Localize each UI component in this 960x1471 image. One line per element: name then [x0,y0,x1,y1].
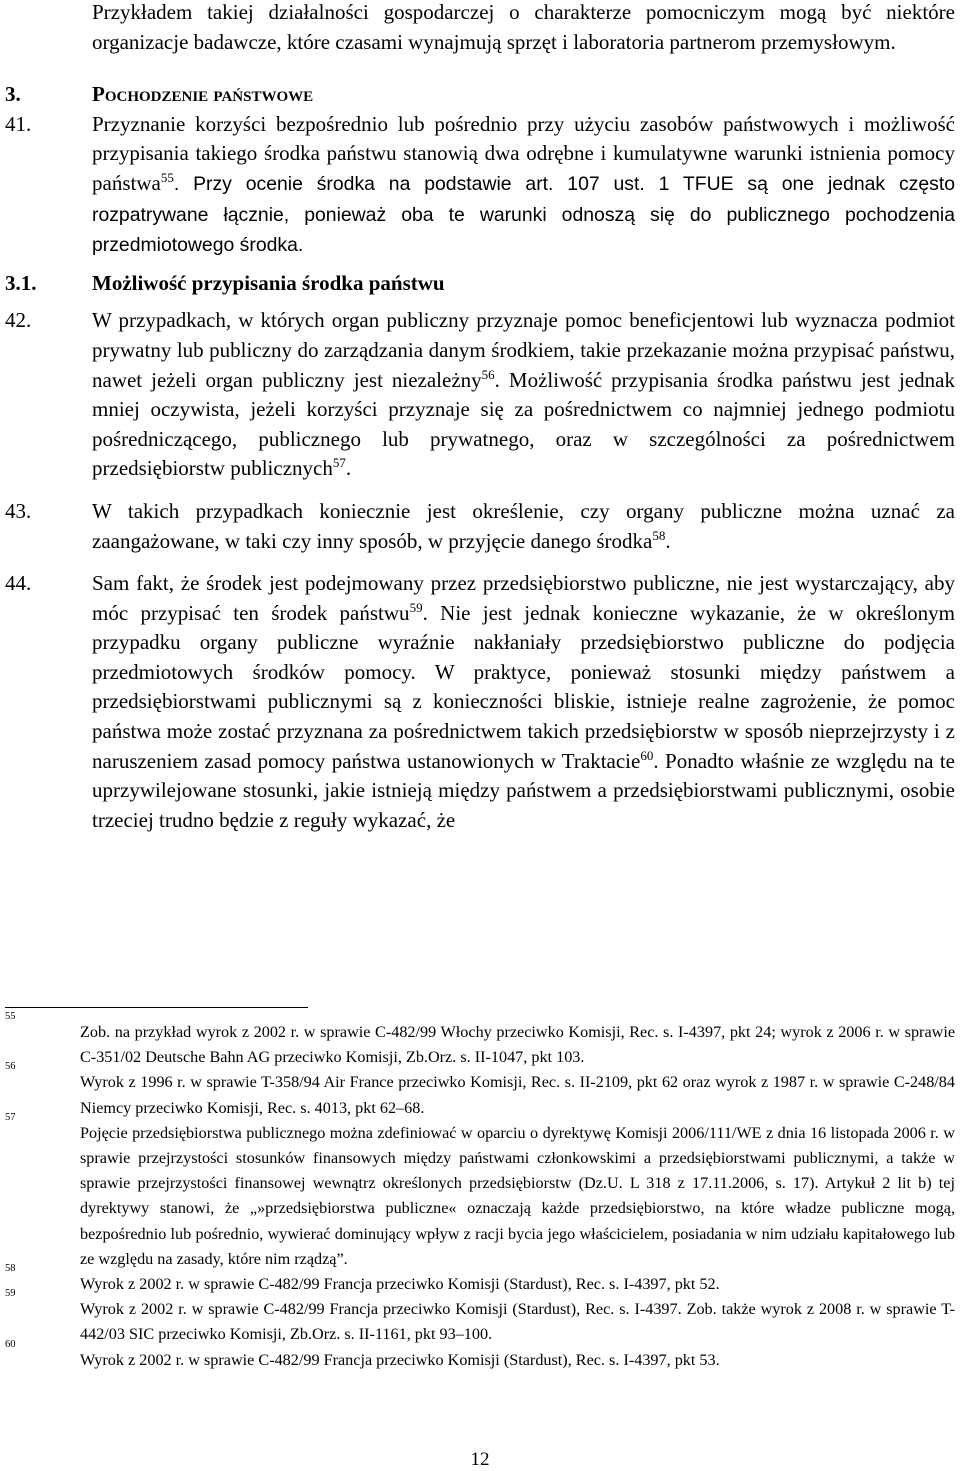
subsection-number: 3.1. [5,270,37,295]
paragraph-text: W takich przypadkach koniecznie jest określenie, czy organy publiczne można uznać za zaangażowane, w taki czy inny sposób, w przyjęcie danego środka [92,498,955,553]
section-title: Pochodzenie państwowe [92,82,314,107]
footnote [0,1263,960,1297]
paragraph-text: Przyznanie korzyści bezpośrednio lub pośrednio przy użyciu zasobów państwowych i możliwość przypisania takiego środka państwu stanowią dwa odrębne i kumulatywne warunki istnienia pomocy państwa [92,111,955,195]
paragraph-43 [0,497,960,556]
footnote-ref: 57 [332,455,346,471]
footnote-text: Zob. na przykład wyrok z 2002 r. w sprawie C-482/99 Włochy przeciwko Komisji, Rec. s. I-4397, pkt 24; wyrok z 2006 r. w sprawie C-351/02 Deutsche Bahn AG przeciwko Komisji, Zb.Orz. s. II-1047, pkt 103. [80,1023,955,1067]
paragraph-text: W przypadkach, w których organ publiczny przyznaje pomoc beneficjentowi lub wyznacza podmiot prywatny lub publiczny do zarządzania danym środkiem, takie przekazanie można przypisać państwu, nawet jeżeli organ publiczny jest niezależny [92,308,955,392]
footnote [0,1011,960,1070]
paragraph-text: . [345,456,352,481]
paragraph-number: 44. [5,571,32,596]
footnote [0,1288,960,1347]
section-number: 3. [5,82,21,107]
footnote-ref: 60 [640,747,654,763]
footnote [0,1338,960,1373]
footnote-text: Wyrok z 2002 r. w sprawie C-482/99 Francja przeciwko Komisji (Stardust), Rec. s. I-4397, pkt 52. [80,1275,720,1294]
footnote-number: 59 [5,1288,16,1300]
paragraph-text: Sam fakt, że środek jest podejmowany przez przedsiębiorstwo publiczne, nie jest wystarczający, aby móc przypisać ten środek państwu [92,571,955,625]
paragraph-number: 43. [5,498,32,523]
paragraph-text: . Przy ocenie środka na podstawie art. 107 ust. 1 TFUE są one jednak często rozpatrywane łącznie, ponieważ oba te warunki odnoszą się do publicznego pochodzenia przedmiotowego środka. [92,172,955,257]
paragraph-42 [0,306,960,484]
paragraph-44 [0,569,960,835]
subsection-heading [0,269,960,299]
paragraph-text: . Możliwość przypisania środka państwu jest jednak mniej oczywista, jeżeli korzyści przyznaje się za pośrednictwem co najmniej jednego podmiotu pośredniczącego, publicznego lub prywatnego, oraz w szczególności za pośrednictwem przedsiębiorstw publicznych [92,367,955,481]
footnote [0,1061,960,1120]
footnote-ref: 55 [160,169,174,185]
footnote-number: 56 [5,1061,16,1073]
footnote-number: 57 [5,1111,16,1123]
footnote-text: Wyrok z 2002 r. w sprawie C-482/99 Francja przeciwko Komisji (Stardust), Rec. s. I-4397, pkt 53. [80,1350,720,1369]
footnote-number: 58 [5,1263,16,1275]
intro-paragraph [0,0,960,57]
paragraph-number: 42. [5,308,32,333]
footnote-number: 60 [5,1338,16,1350]
footnote-ref: 58 [652,527,666,543]
paragraph-text: . Ponadto właśnie ze względu na te uprzywilejowane stosunki, jakie istnieją między państwem a przedsiębiorstwami publicznymi, osobie trzeciej trudno będzie z reguły wykazać, że [92,748,955,832]
footnote [0,1111,960,1272]
footnotes [0,1011,960,1373]
section-heading [0,80,960,110]
footnote-text: Wyrok z 2002 r. w sprawie C-482/99 Francja przeciwko Komisji (Stardust), Rec. s. I-4397. Zob. także wyrok z 2008 r. w sprawie T-442/03 SIC przeciwko Komisji, Zb.Orz. s. II-1161, pkt 93–100. [80,1300,955,1344]
intro-text: Przykładem takiej działalności gospodarczej o charakterze pomocniczym mogą być niektóre organizacje badawcze, które czasami wynajmują sprzęt i laboratoria partnerom przemysłowym. [92,0,955,54]
footnote-text: Pojęcie przedsiębiorstwa publicznego można zdefiniować w oparciu o dyrektywę Komisji 2006/111/WE z dnia 16 listopada 2006 r. w sprawie przejrzystości stosunków finansowych między państwami członkowskimi a przedsiębiorstwami publicznymi, a także w sprawie przejrzystości finansowej wewnątrz określonych przedsiębiorstw (Dz.U. L 318 z 17.11.2006, s. 17). Artykuł 2 lit b) tej dyrektywy stanowi, że „»przedsiębiorstwa publiczne« oznaczają każde przedsiębiorstwo, na które władze publiczne mogą, bezpośrednio lub pośrednio, wywierać dominujący wpływ z racji bycia jego właścicielem, posiadania w nim udziału kapitałowego lub ze względu na zasady, które nim rządzą”. [80,1123,955,1268]
paragraph-text: . Nie jest jednak konieczne wykazanie, że w określonym przypadku organy publiczne wyraźnie nakłaniały przedsiębiorstwo publiczne do podjęcia przedmiotowych środków pomocy. W praktyce, ponieważ stosunki między państwem a przedsiębiorstwami publicznymi są z konieczności bliskie, istnieje realne zagrożenie, że pomoc państwa może zostać przyznana za pośrednictwem takich przedsiębiorstw w sposób nieprzejrzysty i z naruszeniem zasad pomocy państwa ustanowionych w Traktacie [92,600,955,773]
subsection-title: Możliwość przypisania środka państwu [92,270,445,295]
paragraph-41 [0,110,960,261]
footnote-text: Wyrok z 1996 r. w sprawie T-358/94 Air France przeciwko Komisji, Rec. s. II-2109, pkt 62 oraz wyrok z 1987 r. w sprawie C-248/84 Niemcy przeciwko Komisji, Rec. s. 4013, pkt 62–68. [80,1073,955,1117]
paragraph-text: . [665,528,671,553]
footnote-separator [5,1007,308,1008]
page-number: 12 [470,1449,490,1470]
footnote-number: 55 [5,1011,16,1022]
footnote-ref: 56 [481,366,495,382]
paragraph-number: 41. [5,111,32,136]
footnote-ref: 59 [409,599,423,615]
